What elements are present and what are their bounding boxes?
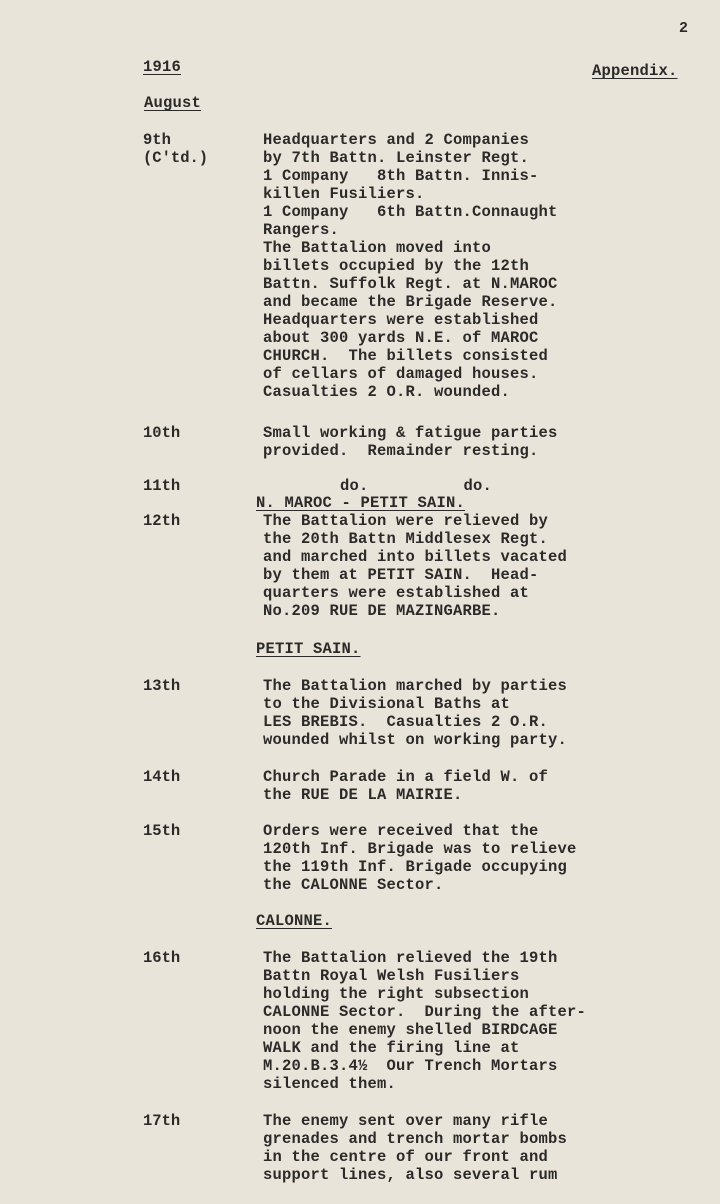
section-heading: N. MAROC - PETIT SAIN. — [256, 494, 466, 512]
entry-text: The Battalion marched by parties to the Divisional Baths at LES BREBIS. Casualties 2 O.R. wounded whilst on working party. — [263, 677, 568, 749]
entry-text: The Battalion were relieved by the 20th Battn Middlesex Regt. and marched into billets vacated by them at PETIT SAIN. Head- quarters were established at No.209 RUE DE MAZINGARBE. — [263, 512, 568, 620]
entry-date: 9th (C'td.) — [143, 131, 209, 167]
entry-date: 16th — [143, 949, 181, 967]
appendix-label: Appendix. — [592, 62, 678, 80]
entry-text: Small working & fatigue parties provided. Remainder resting. — [263, 424, 558, 460]
entry-date: 10th — [143, 424, 181, 442]
entry-text: Headquarters and 2 Companies by 7th Battn. Leinster Regt. 1 Company 8th Battn. Innis- killen Fusiliers. 1 Company 6th Battn.Connaught Rangers. The Battalion moved into billets occupied by the 12th Battn. Suffolk Regt. at N.MAROC and became the Brigade Reserve. Headquarters were established about 300 yards N.E. of MAROC CHURCH. The billets consisted of cellars of damaged houses. Casualties 2 O.R. wounded. — [263, 131, 558, 401]
entry-date: 15th — [143, 822, 181, 840]
section-heading: CALONNE. — [256, 912, 333, 930]
month-heading: August — [144, 94, 202, 112]
entry-text: do. do. — [340, 477, 493, 495]
entry-date: 12th — [143, 512, 181, 530]
year-heading: 1916 — [143, 58, 182, 76]
entry-text: Orders were received that the 120th Inf. Brigade was to relieve the 119th Inf. Brigade occupying the CALONNE Sector. — [263, 822, 577, 894]
entry-text: The Battalion relieved the 19th Battn Royal Welsh Fusiliers holding the right subsection CALONNE Sector. During the after- noon the enemy shelled BIRDCAGE WALK and the firing line at M.20.B.3.4½ Our Trench Mortars silenced them. — [263, 949, 587, 1093]
page-number: 2 — [679, 20, 689, 37]
entry-text: Church Parade in a field W. of the RUE DE LA MAIRIE. — [263, 768, 549, 804]
entry-date: 13th — [143, 677, 181, 695]
section-heading: PETIT SAIN. — [256, 640, 361, 658]
entry-date: 17th — [143, 1112, 181, 1130]
entry-date: 11th — [143, 477, 181, 495]
entry-date: 14th — [143, 768, 181, 786]
entry-text: The enemy sent over many rifle grenades and trench mortar bombs in the centre of our front and support lines, also several rum — [263, 1112, 568, 1184]
